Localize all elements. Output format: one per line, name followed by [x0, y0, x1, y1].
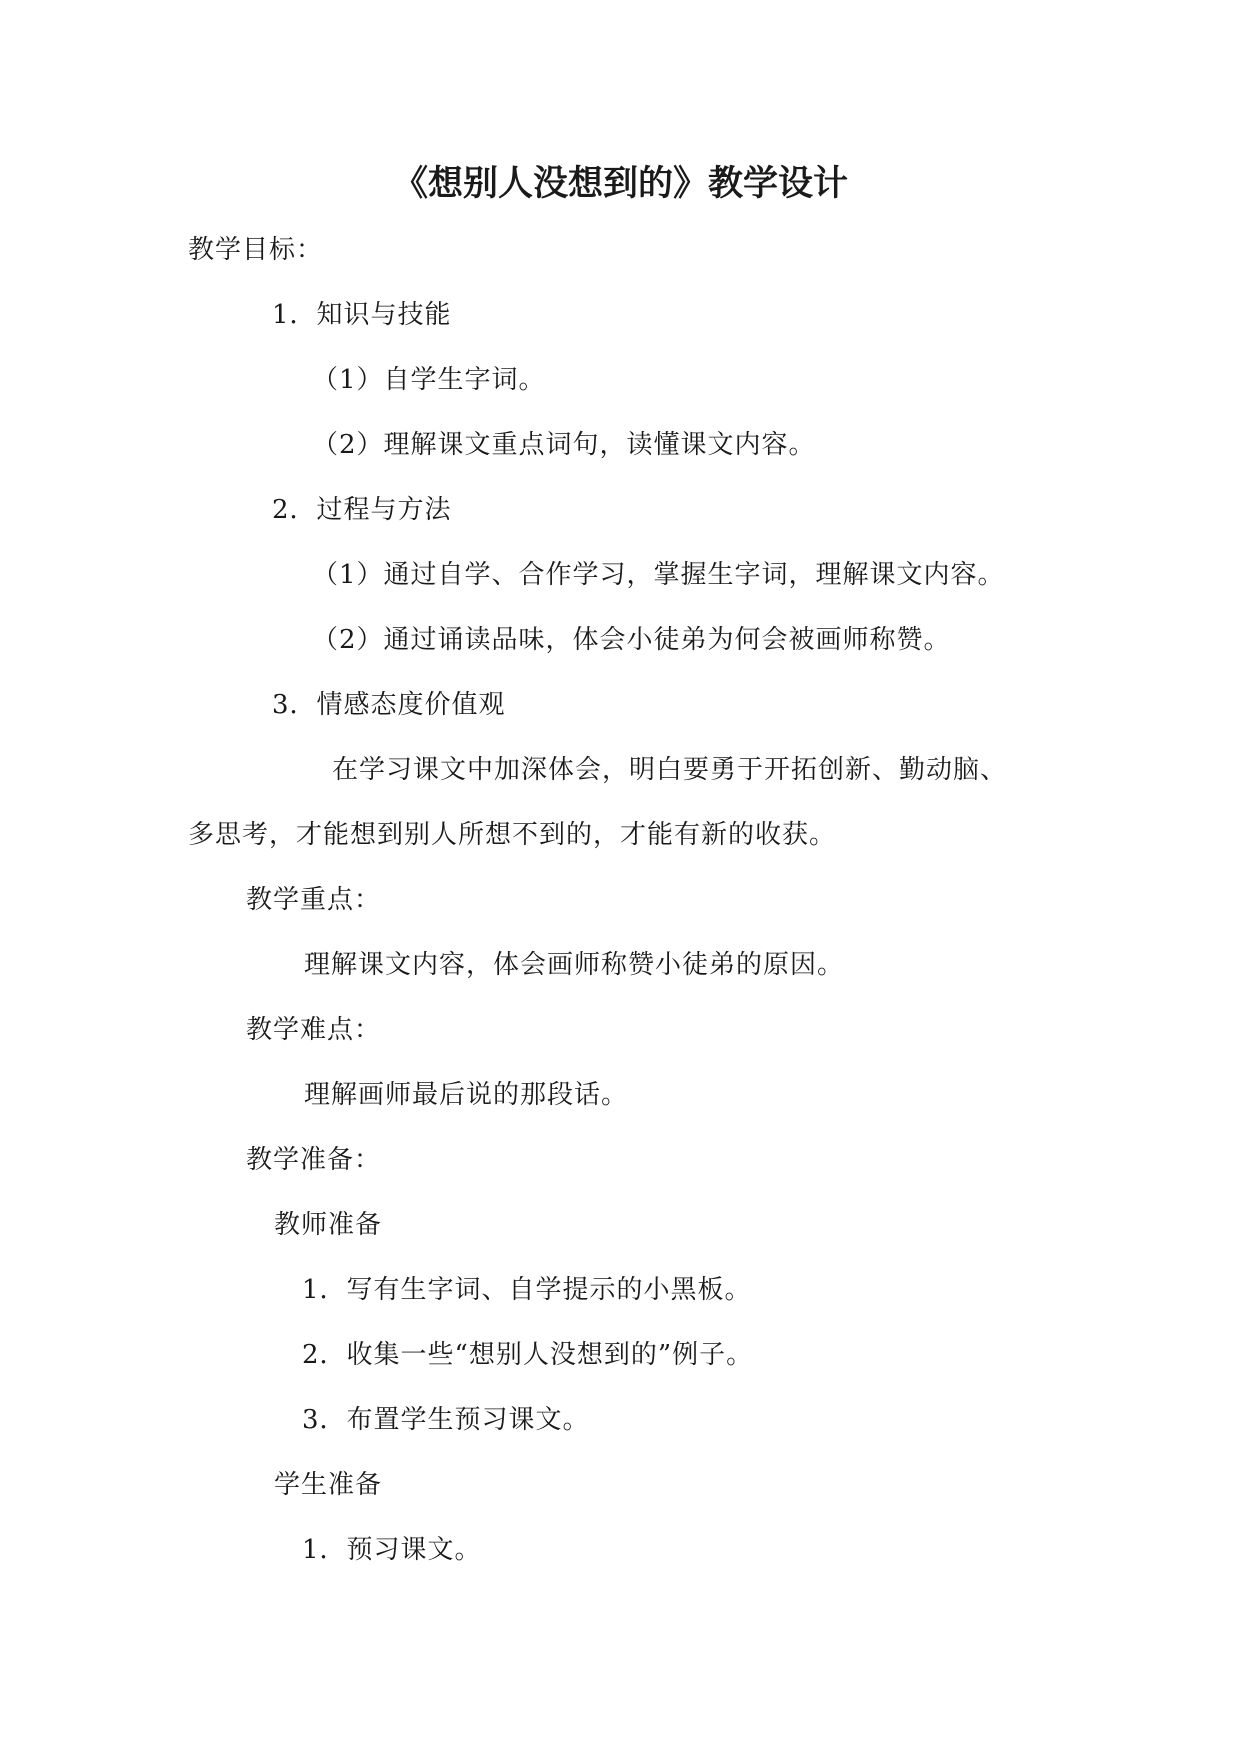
student-prep-label: 学生准备 [274, 1470, 383, 1500]
process-label: 2．过程与方法 [272, 495, 452, 525]
process-item-2: （2）通过诵读品味，体会小徒弟为何会被画师称赞。 [312, 625, 951, 655]
preparation-heading: 教学准备： [246, 1145, 382, 1175]
student-prep-item-1: 1．预习课文。 [302, 1535, 482, 1565]
knowledge-item-1: （1）自学生字词。 [312, 365, 546, 395]
process-item-1: （1）通过自学、合作学习，掌握生字词，理解课文内容。 [312, 560, 1005, 590]
teacher-prep-item-2: 2．收集一些“想别人没想到的”例子。 [302, 1340, 754, 1370]
difficulty-heading: 教学难点： [246, 1015, 382, 1045]
emotion-line-2: 多思考，才能想到别人所想不到的，才能有新的收获。 [188, 820, 837, 850]
emotion-label: 3．情感态度价值观 [272, 690, 506, 720]
teacher-prep-item-3: 3．布置学生预习课文。 [302, 1405, 590, 1435]
emotion-line-1: 在学习课文中加深体会，明白要勇于开拓创新、勤动脑、 [332, 755, 1008, 785]
difficulty-text: 理解画师最后说的那段话。 [304, 1080, 629, 1110]
objectives-heading: 教学目标： [188, 235, 324, 265]
teacher-prep-label: 教师准备 [274, 1210, 383, 1240]
document-title: 《想别人没想到的》教学设计 [392, 164, 848, 204]
key-point-heading: 教学重点： [246, 885, 382, 915]
knowledge-label: 1．知识与技能 [272, 300, 452, 330]
key-point-text: 理解课文内容，体会画师称赞小徒弟的原因。 [304, 950, 845, 980]
knowledge-item-2: （2）理解课文重点词句，读懂课文内容。 [312, 430, 816, 460]
teacher-prep-item-1: 1．写有生字词、自学提示的小黑板。 [302, 1275, 752, 1305]
